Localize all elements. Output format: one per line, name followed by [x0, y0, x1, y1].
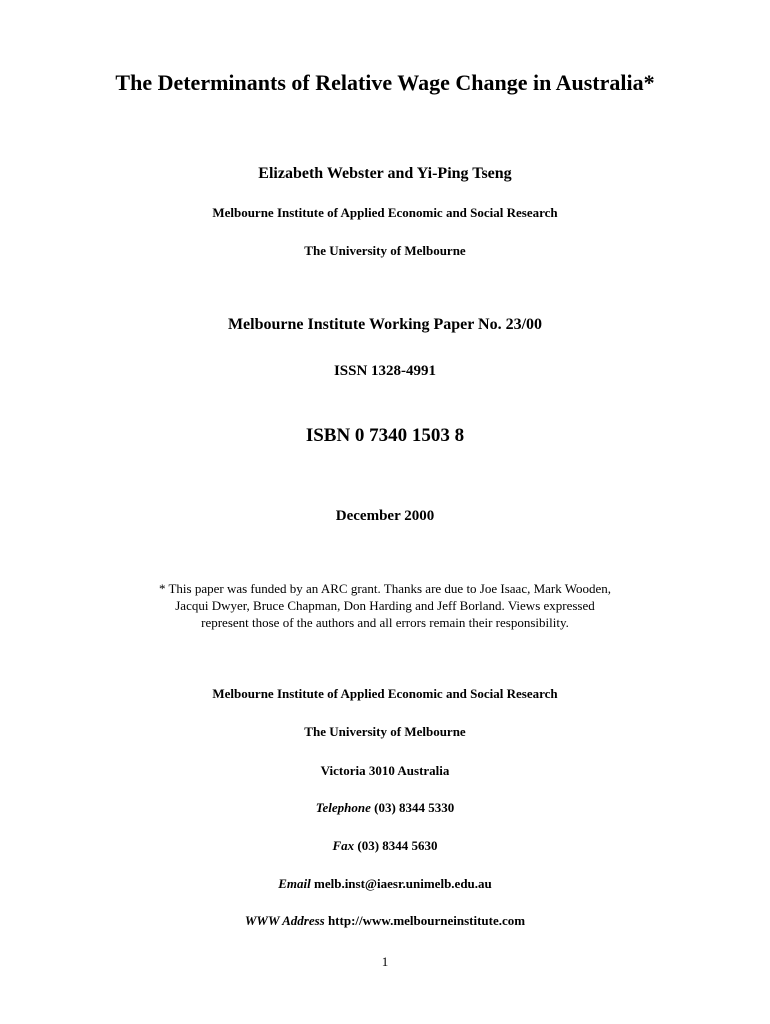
contact-fax [0, 838, 770, 854]
contact-email [0, 876, 770, 892]
contact-university: The University of Melbourne [304, 724, 466, 739]
publication-date: December 2000 [335, 508, 435, 524]
contact-institute: Melbourne Institute of Applied Economic and Social Research [212, 686, 558, 701]
email-value[interactable]: melb.inst@iaesr.unimelb.edu.au [314, 876, 492, 891]
fax-label: Fax [332, 838, 355, 853]
page-number: 1 [381, 954, 389, 969]
contact-telephone [0, 800, 770, 816]
affiliation-institute: Melbourne Institute of Applied Economic and Social Research [212, 205, 558, 220]
contact-address: Victoria 3010 Australia [320, 763, 450, 778]
www-label: WWW Address [244, 913, 325, 928]
issn: ISSN 1328-4991 [333, 363, 437, 379]
fax-value: (03) 8344 5630 [357, 838, 438, 853]
email-label: Email [278, 876, 311, 891]
working-paper-number: Melbourne Institute Working Paper No. 23/00 [227, 316, 543, 333]
authors: Elizabeth Webster and Yi-Ping Tseng [258, 165, 512, 182]
contact-website [0, 913, 770, 929]
affiliation-university: The University of Melbourne [304, 243, 466, 258]
telephone-label: Telephone [315, 800, 371, 815]
isbn: ISBN 0 7340 1503 8 [305, 425, 465, 446]
telephone-value: (03) 8344 5330 [374, 800, 455, 815]
funding-footnote: * This paper was funded by an ARC grant. Thanks are due to Joe Isaac, Mark Wooden, Jacqui Dwyer, Bruce Chapman, Don Harding and Jeff Borland. Views expressed represent those of the authors and all errors remain their responsibility. [158, 581, 612, 630]
www-value[interactable]: http://www.melbourneinstitute.com [327, 913, 526, 928]
paper-title: The Determinants of Relative Wage Change in Australia* [115, 70, 655, 95]
